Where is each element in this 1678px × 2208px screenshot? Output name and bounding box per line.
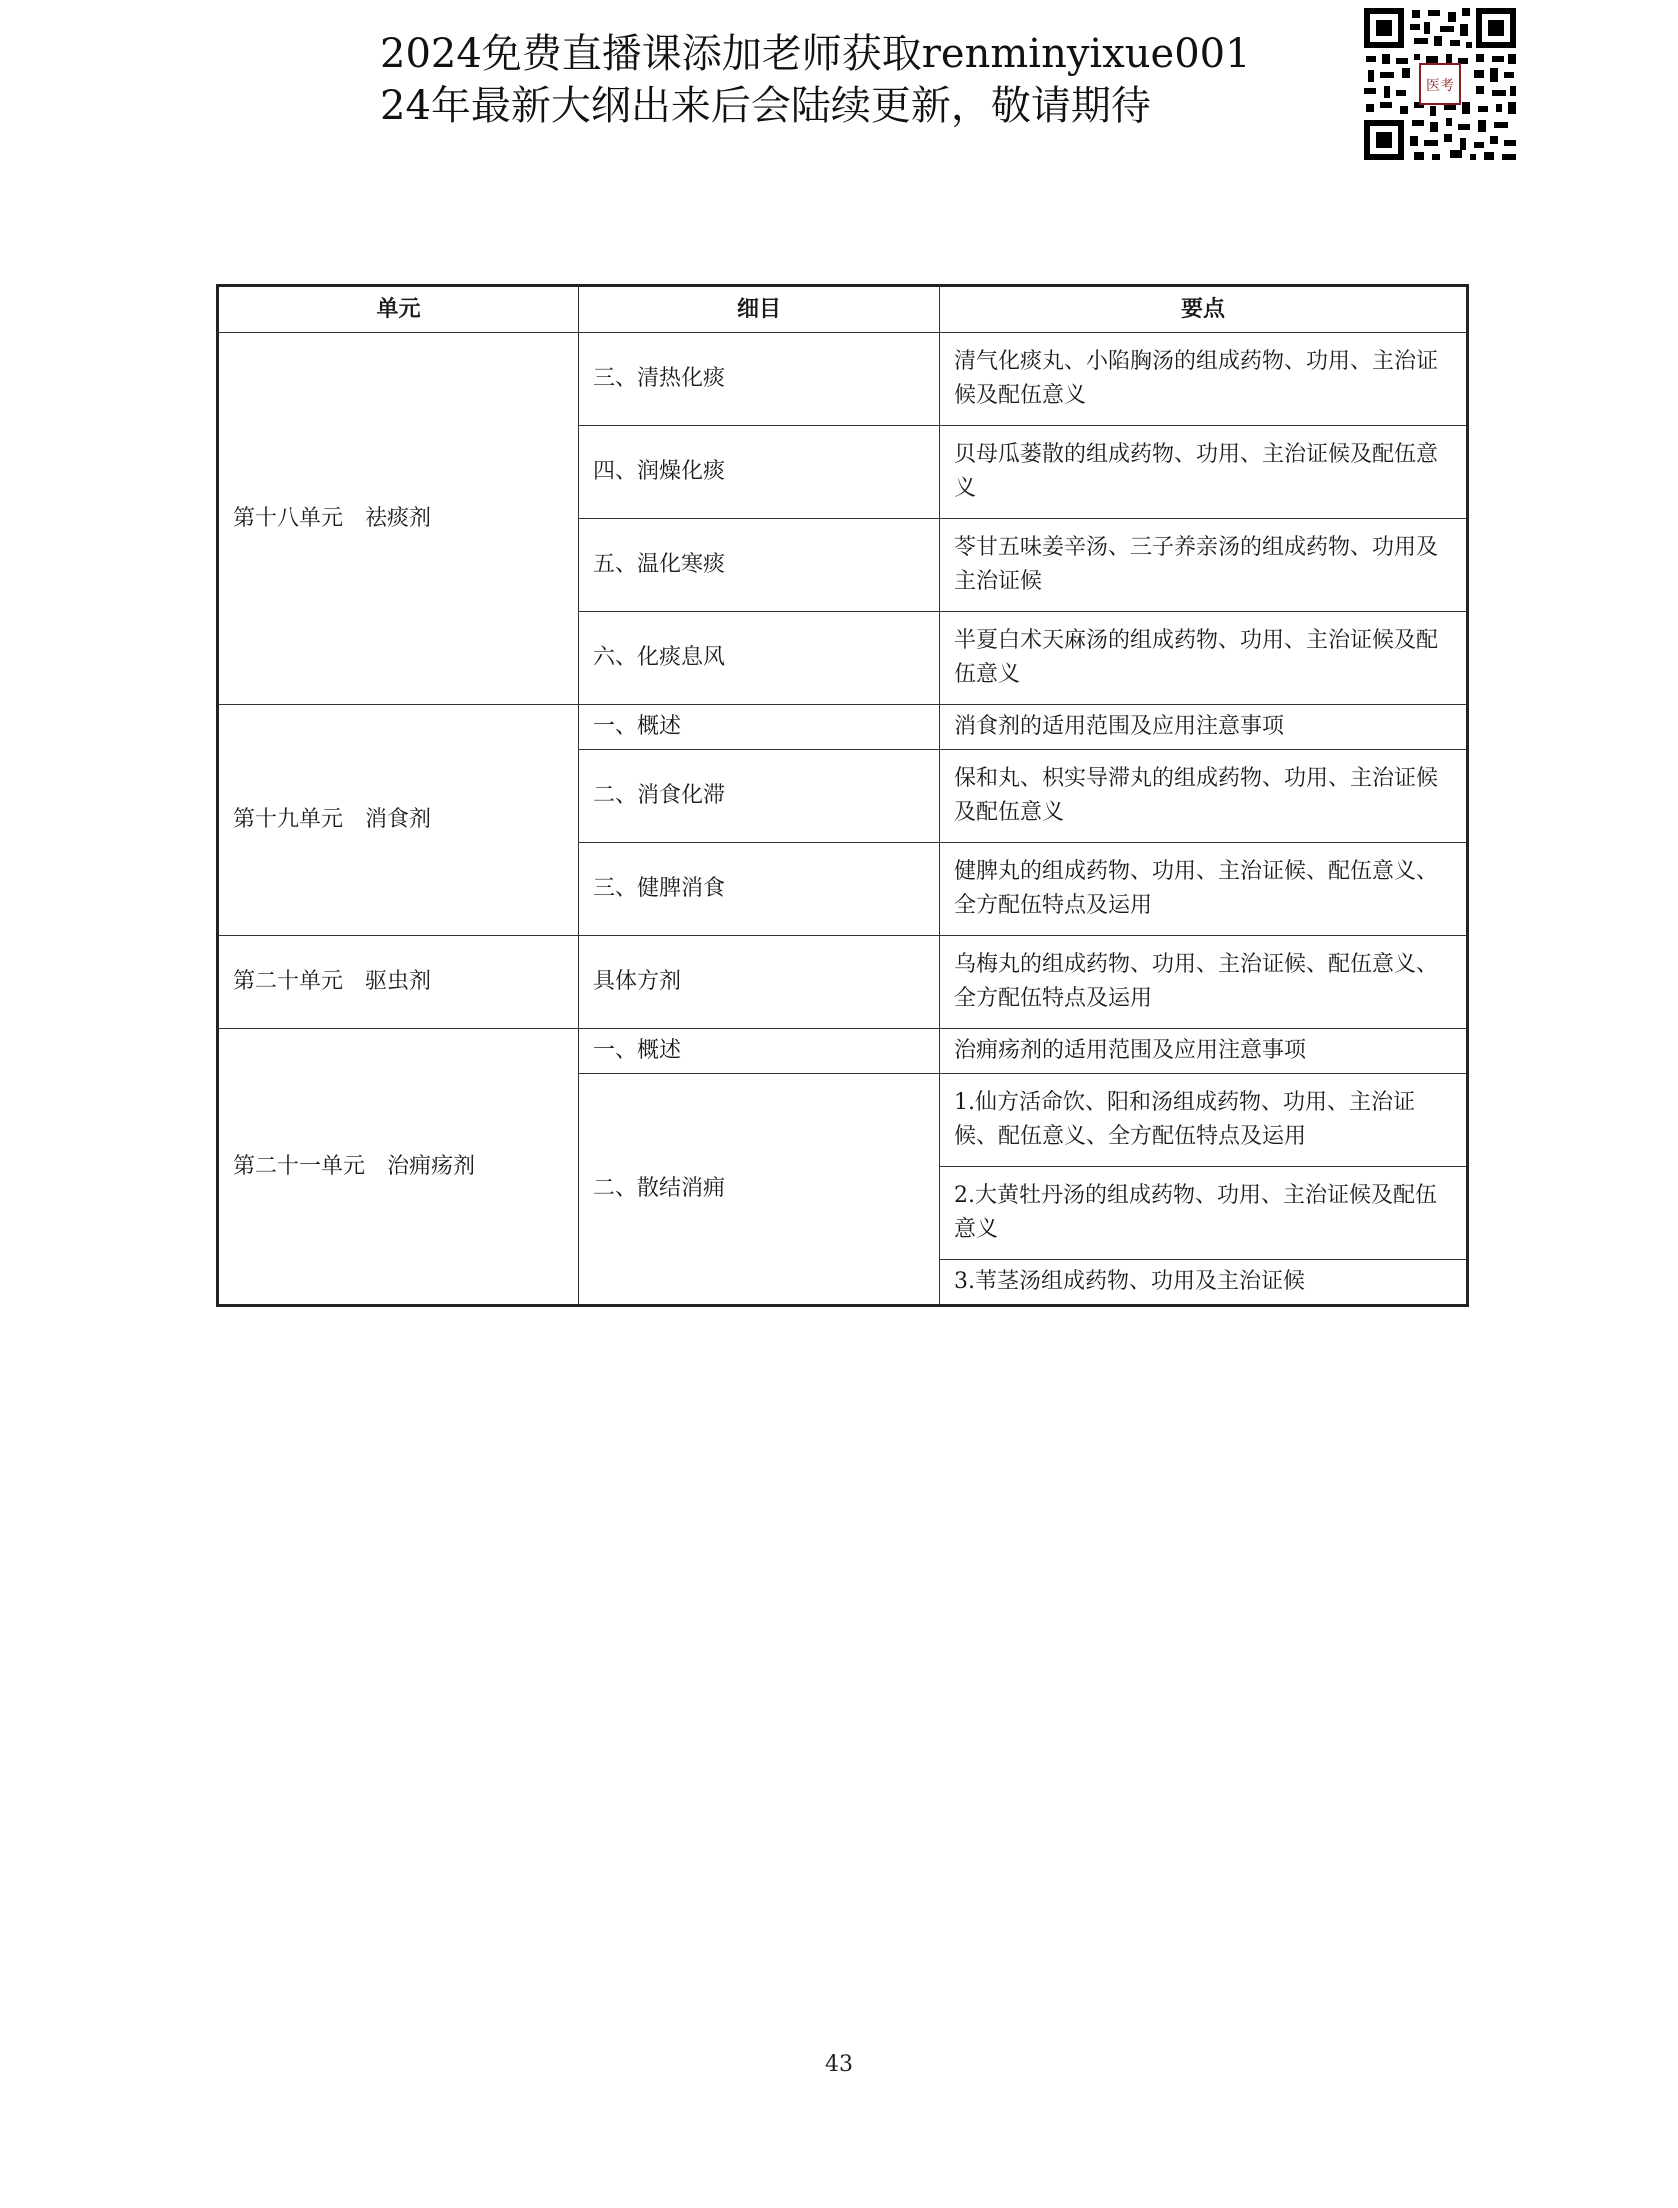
unit-name: 消食剂 (365, 807, 432, 832)
points-cell: 消食剂的适用范围及应用注意事项 (940, 705, 1468, 750)
unit-cell-21 (218, 1029, 579, 1306)
column-header-points: 要点 (940, 286, 1468, 333)
points-cell: 贝母瓜蒌散的组成药物、功用、主治证候及配伍意义 (940, 426, 1468, 519)
points-cell: 乌梅丸的组成药物、功用、主治证候、配伍意义、全方配伍特点及运用 (940, 936, 1468, 1029)
item-cell: 四、润燥化痰 (579, 426, 940, 519)
promo-header (380, 28, 1320, 132)
points-cell: 清气化痰丸、小陷胸汤的组成药物、功用、主治证候及配伍意义 (940, 333, 1468, 426)
table-row (218, 705, 1468, 750)
page-number: 43 (825, 2052, 853, 2077)
points-cell: 2.大黄牡丹汤的组成药物、功用、主治证候及配伍意义 (940, 1167, 1468, 1260)
points-cell: 1.仙方活命饮、阳和汤组成药物、功用、主治证候、配伍意义、全方配伍特点及运用 (940, 1074, 1468, 1167)
item-cell: 三、健脾消食 (579, 843, 940, 936)
points-cell: 苓甘五味姜辛汤、三子养亲汤的组成药物、功用及主治证候 (940, 519, 1468, 612)
qr-code (1362, 6, 1518, 162)
item-cell: 一、概述 (579, 1029, 940, 1074)
unit-number: 第十八单元 (233, 505, 344, 531)
unit-number: 第十九单元 (233, 807, 344, 832)
item-cell: 五、温化寒痰 (579, 519, 940, 612)
item-cell: 一、概述 (579, 705, 940, 750)
unit-cell-18 (218, 333, 579, 705)
syllabus-table (216, 284, 1469, 1307)
unit-cell-19 (218, 705, 579, 936)
unit-name: 驱虫剂 (365, 969, 432, 994)
item-cell: 具体方剂 (579, 936, 940, 1029)
unit-cell-20 (218, 936, 579, 1029)
column-header-unit: 单元 (218, 286, 579, 333)
points-cell: 健脾丸的组成药物、功用、主治证候、配伍意义、全方配伍特点及运用 (940, 843, 1468, 936)
item-cell: 三、清热化痰 (579, 333, 940, 426)
unit-name: 祛痰剂 (365, 505, 432, 531)
unit-number: 第二十单元 (233, 969, 344, 994)
item-cell: 二、散结消痈 (579, 1074, 940, 1306)
table-row (218, 1029, 1468, 1074)
promo-line-2: 24年最新大纲出来后会陆续更新，敬请期待 (380, 83, 1151, 129)
unit-name: 治痈疡剂 (387, 1153, 476, 1179)
table-header-row (218, 286, 1468, 333)
points-cell: 半夏白术天麻汤的组成药物、功用、主治证候及配伍意义 (940, 612, 1468, 705)
points-cell: 3.苇茎汤组成药物、功用及主治证候 (940, 1260, 1468, 1306)
points-cell: 治痈疡剂的适用范围及应用注意事项 (940, 1029, 1468, 1074)
table-row (218, 936, 1468, 1029)
points-cell: 保和丸、枳实导滞丸的组成药物、功用、主治证候及配伍意义 (940, 750, 1468, 843)
unit-number: 第二十一单元 (233, 1153, 366, 1179)
promo-line-1: 2024免费直播课添加老师获取renminyixue001 (380, 31, 1251, 77)
item-cell: 二、消食化滞 (579, 750, 940, 843)
column-header-item: 细目 (579, 286, 940, 333)
qr-logo-text: 医考 (1426, 78, 1454, 94)
table-row (218, 333, 1468, 426)
item-cell: 六、化痰息风 (579, 612, 940, 705)
